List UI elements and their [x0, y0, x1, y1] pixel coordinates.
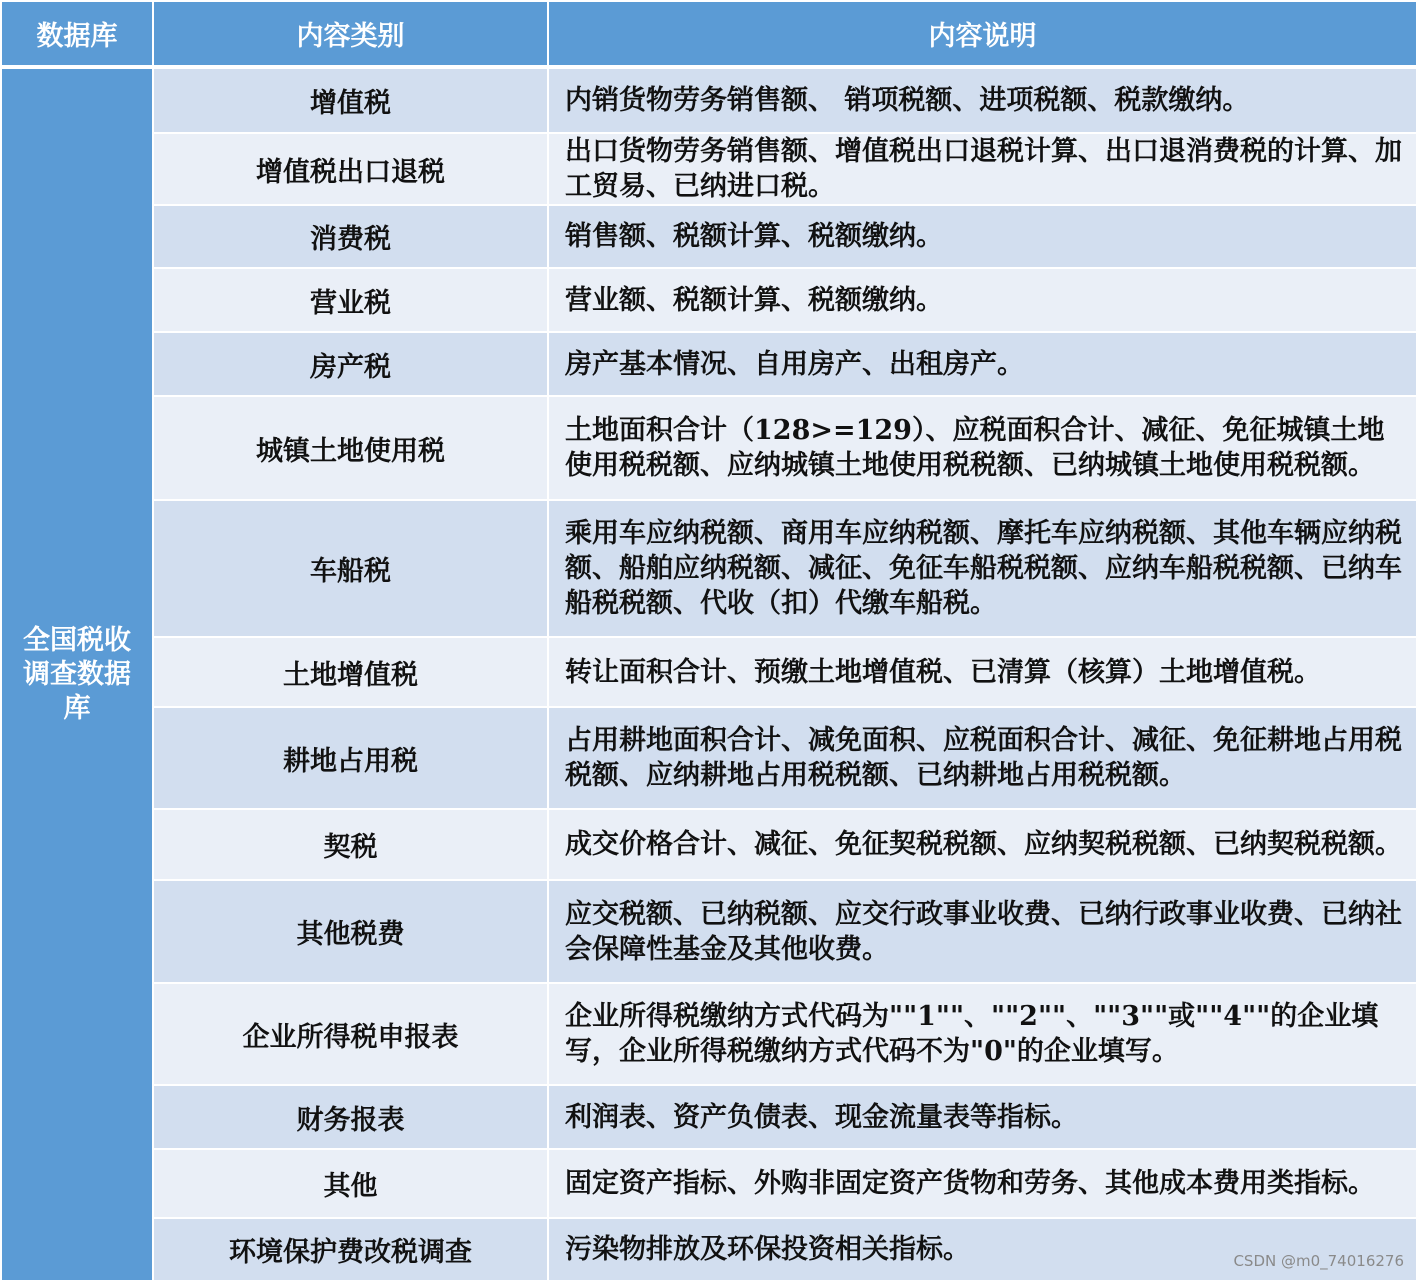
table-row [1, 133, 1417, 205]
description-cell: 内销货物劳务销售额、 销项税额、进项税额、税款缴纳。 [548, 67, 1417, 133]
description-cell: 应交税额、已纳税额、应交行政事业收费、已纳行政事业收费、已纳社会保障性基金及其他收费。 [548, 880, 1417, 983]
table-row [1, 707, 1417, 809]
category-cell: 其他 [153, 1149, 548, 1218]
table-row [1, 1218, 1417, 1280]
category-cell: 城镇土地使用税 [153, 396, 548, 500]
category-cell: 消费税 [153, 205, 548, 268]
table-row [1, 67, 1417, 133]
description-cell: 企业所得税缴纳方式代码为""1""、""2""、""3""或""4""的企业填写，企业所得税缴纳方式代码不为"0"的企业填写。 [548, 983, 1417, 1085]
table-row [1, 1149, 1417, 1218]
category-cell: 增值税 [153, 67, 548, 133]
description-cell: 乘用车应纳税额、商用车应纳税额、摩托车应纳税额、其他车辆应纳税额、船舶应纳税额、减征、免征车船税税额、应纳车船税税额、已纳车船税税额、代收（扣）代缴车船税。 [548, 500, 1417, 637]
table-row [1, 983, 1417, 1085]
description-cell: 营业额、税额计算、税额缴纳。 [548, 268, 1417, 332]
description-cell: 固定资产指标、外购非固定资产货物和劳务、其他成本费用类指标。 [548, 1149, 1417, 1218]
category-cell: 契税 [153, 809, 548, 880]
category-cell: 增值税出口退税 [153, 133, 548, 205]
table-row [1, 880, 1417, 983]
category-cell: 营业税 [153, 268, 548, 332]
table-row [1, 268, 1417, 332]
table-row [1, 396, 1417, 500]
category-cell: 财务报表 [153, 1085, 548, 1149]
category-cell: 耕地占用税 [153, 707, 548, 809]
table-header-row [1, 1, 1417, 67]
description-cell: 销售额、税额计算、税额缴纳。 [548, 205, 1417, 268]
watermark: CSDN @m0_74016276 [1233, 1252, 1404, 1270]
table-row [1, 332, 1417, 396]
header-database: 数据库 [1, 1, 153, 67]
header-category: 内容类别 [153, 1, 548, 67]
table-row [1, 637, 1417, 707]
category-cell: 土地增值税 [153, 637, 548, 707]
category-cell: 其他税费 [153, 880, 548, 983]
table-row [1, 205, 1417, 268]
category-cell: 车船税 [153, 500, 548, 637]
category-cell: 环境保护费改税调查 [153, 1218, 548, 1280]
category-cell: 房产税 [153, 332, 548, 396]
database-name-cell: 全国税收调查数据库 [1, 67, 153, 1280]
description-cell: 污染物排放及环保投资相关指标。 [548, 1218, 1417, 1280]
description-cell: 房产基本情况、自用房产、出租房产。 [548, 332, 1417, 396]
description-cell: 转让面积合计、预缴土地增值税、已清算（核算）土地增值税。 [548, 637, 1417, 707]
description-cell: 占用耕地面积合计、减免面积、应税面积合计、减征、免征耕地占用税税额、应纳耕地占用税税额、已纳耕地占用税税额。 [548, 707, 1417, 809]
table-row [1, 1085, 1417, 1149]
table-row [1, 809, 1417, 880]
description-cell: 利润表、资产负债表、现金流量表等指标。 [548, 1085, 1417, 1149]
description-cell: 土地面积合计（128>=129）、应税面积合计、减征、免征城镇土地使用税税额、应纳城镇土地使用税税额、已纳城镇土地使用税税额。 [548, 396, 1417, 500]
category-cell: 企业所得税申报表 [153, 983, 548, 1085]
description-cell: 出口货物劳务销售额、增值税出口退税计算、出口退消费税的计算、加工贸易、已纳进口税。 [548, 133, 1417, 205]
table-row [1, 500, 1417, 637]
description-cell: 成交价格合计、减征、免征契税税额、应纳契税税额、已纳契税税额。 [548, 809, 1417, 880]
header-description: 内容说明 [548, 1, 1417, 67]
